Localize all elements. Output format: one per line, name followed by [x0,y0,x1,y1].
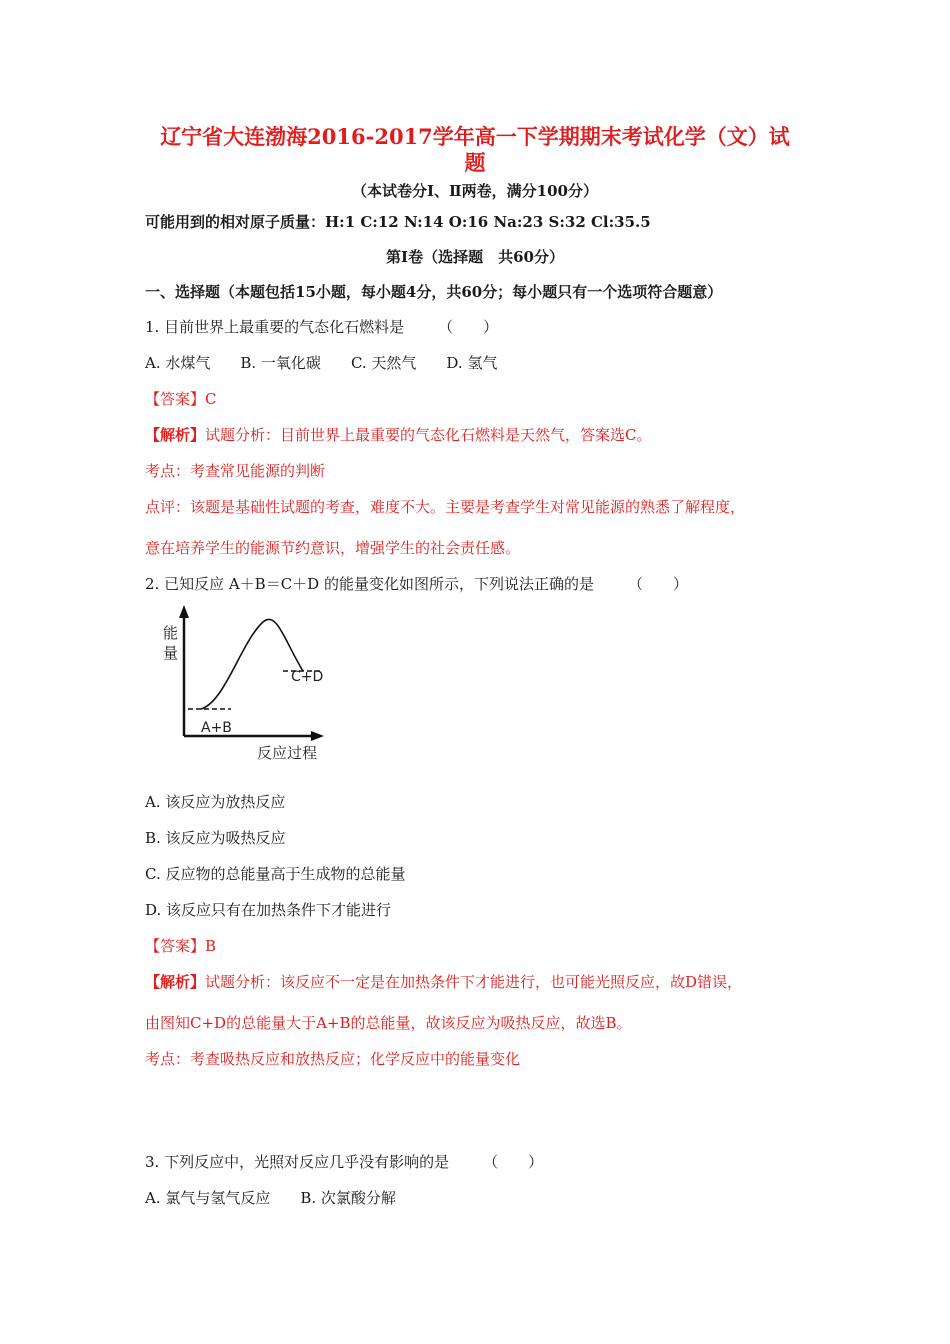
q1-stem [145,316,498,337]
q2-stem [145,573,688,594]
energy-diagram [143,598,333,768]
q2-analysis-line1: 试题分析：该反应不一定是在加热条件下才能进行，也可能光照反应，故D错误， [205,973,743,991]
q1-options [145,352,527,373]
q3-options [145,1187,426,1208]
q3-stem-text: 3. 下列反应中，光照对反应几乎没有影响的是 [145,1153,450,1171]
q1-answer: 【答案】C [145,390,217,408]
q2-stem-text: 2. 已知反应 A＋B＝C＋D 的能量变化如图所示，下列说法正确的是 [145,575,594,593]
q3-blank: （ ） [483,1153,544,1171]
y-axis-label-1: 能 [163,624,179,642]
energy-curve [201,619,303,709]
q1-analysis-label: 【解析】 [145,426,206,444]
q2-analysis [145,971,742,992]
x-axis-label: 反应过程 [257,744,318,762]
exam-title-line2: 题 [464,150,486,175]
exam-title-line1: 辽宁省大连渤海2016-2017学年高一下学期期末考试化学（文）试 [160,124,790,149]
q2-analysis-label: 【解析】 [145,973,206,991]
part-one-instructions: 一、选择题（本题包括15小题，每小题4分，共60分；每小题只有一个选项符合题意） [145,283,723,301]
q1-blank: （ ） [438,318,499,336]
q1-analysis-text: 试题分析：目前世界上最重要的气态化石燃料是天然气，答案选C。 [205,426,652,444]
q3-stem [145,1151,543,1172]
exam-subtitle: （本试卷分Ⅰ、Ⅱ两卷，满分100分） [352,182,598,200]
q1-option-d: D. 氢气 [446,354,498,372]
q1-stem-text: 1. 目前世界上最重要的气态化石燃料是 [145,318,405,336]
atomic-masses: 可能用到的相对原子质量：H:1 C:12 N:14 O:16 Na:23 S:32 Cl:35.5 [145,213,651,231]
q2-option-b: B. 该反应为吸热反应 [145,829,286,847]
y-axis-label-2: 量 [163,644,179,662]
q2-blank: （ ） [627,575,688,593]
q2-analysis-line2: 由图知C+D的总能量大于A+B的总能量，故该反应为吸热反应，故选B。 [145,1014,632,1032]
q1-analysis [145,424,652,445]
section-header: 第Ⅰ卷（选择题 共60分） [386,248,564,266]
q3-option-a: A. 氯气与氢气反应 [145,1189,271,1207]
q1-option-c: C. 天然气 [350,354,417,372]
q1-comment-line2: 意在培养学生的能源节约意识，增强学生的社会责任感。 [145,539,521,557]
y-axis-arrow-icon [179,605,189,618]
x-axis-arrow-icon [311,731,324,741]
q1-kaodian: 考点：考查常见能源的判断 [145,462,326,480]
q2-option-c: C. 反应物的总能量高于生成物的总能量 [145,865,406,883]
q1-comment-line1: 点评：该题是基础性试题的考查，难度不大。主要是考查学生对常见能源的熟悉了解程度， [145,498,746,516]
q2-option-d: D. 该反应只有在加热条件下才能进行 [145,901,392,919]
q1-option-a: A. 水煤气 [145,354,211,372]
q2-answer: 【答案】B [145,937,217,955]
q2-option-a: A. 该反应为放热反应 [145,793,286,811]
products-label: C+D [291,669,324,685]
q3-option-b: B. 次氯酸分解 [300,1189,396,1207]
reactants-label: A+B [201,720,232,736]
q2-kaodian: 考点：考查吸热反应和放热反应；化学反应中的能量变化 [145,1050,521,1068]
q1-option-b: B. 一氧化碳 [240,354,321,372]
